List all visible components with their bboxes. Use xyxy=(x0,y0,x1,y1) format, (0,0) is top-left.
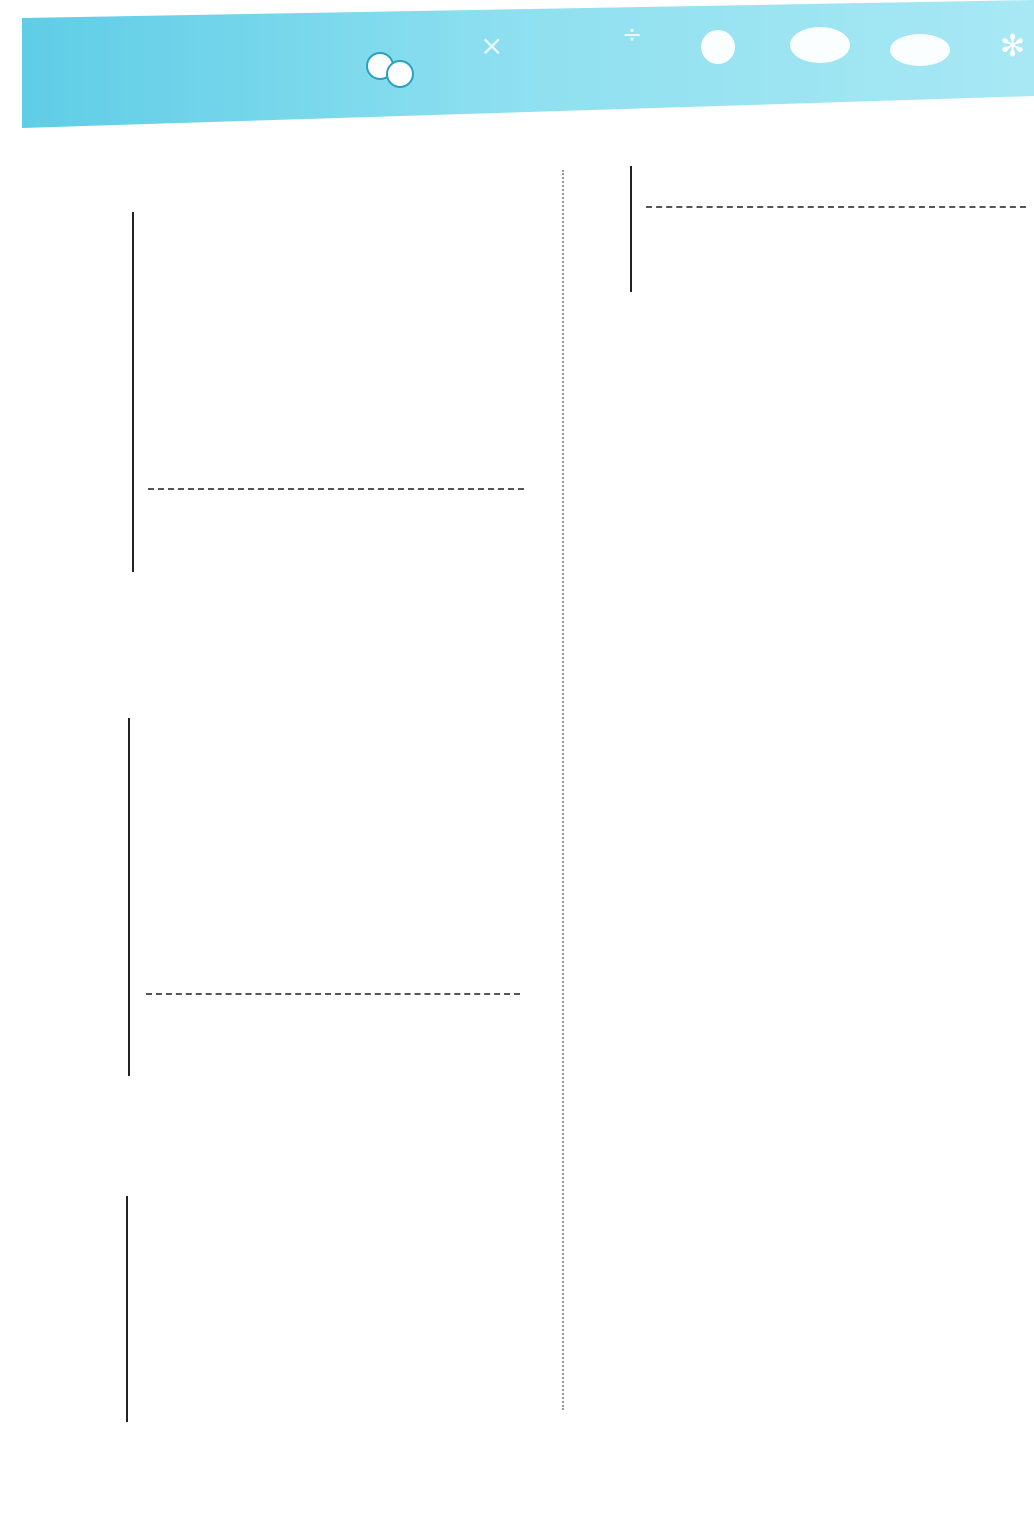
publisher-logo xyxy=(364,50,416,90)
svg-text:×: × xyxy=(480,29,504,62)
dashed-separator xyxy=(646,206,1026,208)
dashed-separator xyxy=(148,488,524,490)
svg-text:✻: ✻ xyxy=(1000,29,1026,64)
column-divider xyxy=(562,170,564,1410)
banner-background xyxy=(0,0,1034,130)
dashed-separator xyxy=(146,993,520,995)
bracket-line xyxy=(132,212,134,572)
bracket-line xyxy=(128,718,130,1076)
banner-title xyxy=(120,52,142,82)
bracket-line xyxy=(630,166,632,292)
header-banner xyxy=(0,0,1034,130)
bracket-line xyxy=(126,1196,128,1422)
svg-text:÷: ÷ xyxy=(622,20,643,48)
